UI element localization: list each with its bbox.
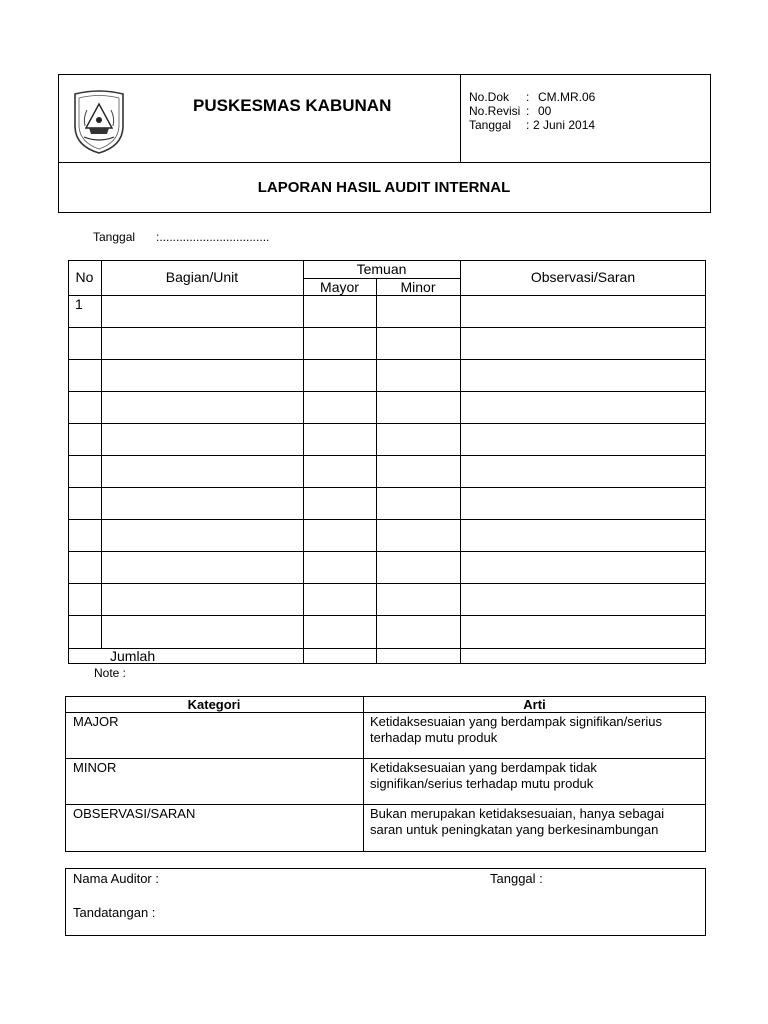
findings-row-line [68,391,706,392]
findings-col-divider [303,260,304,664]
col-no-header: No [75,269,94,285]
findings-row-line [68,648,706,649]
findings-row-line [68,487,706,488]
header-date-value: 2 Juni 2014 [533,118,596,132]
category-minor: MINOR [73,760,117,775]
revision-label: No.Revisi [469,104,521,118]
findings-row-line [68,359,706,360]
findings-row-line [68,551,706,552]
category-major: MAJOR [73,714,119,729]
report-date-label: Tanggal [93,230,136,244]
findings-row-line [68,295,706,296]
category-major-arti-line2: terhadap mutu produk [370,730,498,745]
report-date-value: :................................. [156,230,270,244]
auditor-name-label: Nama Auditor : [73,871,159,886]
findings-row-line [68,455,706,456]
findings-col-divider [376,278,377,664]
category-row-line [65,804,706,805]
category-major-arti-line1: Ketidaksesuaian yang berdampak signifikan/serius [370,714,662,729]
doc-no-value: CM.MR.06 [538,90,596,104]
findings-table [68,260,706,664]
findings-col-divider [460,260,461,664]
signature-box [65,868,706,936]
col-unit-header: Bagian/Unit [165,269,239,285]
category-minor-arti-line2: signifikan/serius terhadap mutu produk [370,776,594,791]
category-observasi-arti-line1: Bukan merupakan ketidaksesuaian, hanya sebagai [370,806,665,821]
revision-colon: : [526,104,530,118]
findings-row-line [68,519,706,520]
header-date-colon: : [526,118,530,132]
revision-value: 00 [538,104,552,118]
findings-row-line [68,327,706,328]
category-col-divider [363,696,364,852]
findings-row-line [68,615,706,616]
doc-no-label: No.Dok [469,90,510,104]
col-minor-header: Minor [400,279,436,295]
category-minor-arti-line1: Ketidaksesuaian yang berdampak tidak [370,760,597,775]
doc-no-colon: : [526,90,530,104]
findings-row-line [68,423,706,424]
first-row-number: 1 [75,296,83,312]
col-observasi-header: Observasi/Saran [530,269,636,285]
findings-row-line [68,583,706,584]
org-name: PUSKESMAS KABUNAN [193,96,392,115]
category-observasi-arti-line2: saran untuk peningkatan yang berkesinambungan [370,822,659,837]
category-observasi: OBSERVASI/SARAN [73,806,196,821]
col-mayor-header: Mayor [320,279,359,295]
header-vertical-divider [460,74,461,162]
document-title: LAPORAN HASIL AUDIT INTERNAL [257,179,511,196]
category-header-line [65,712,706,713]
col-temuan-header: Temuan [356,261,407,277]
col-arti-header: Arti [523,697,546,712]
sign-label: Tandatangan : [73,905,156,920]
header-divider [58,162,711,163]
header-date-label: Tanggal [469,118,512,132]
col-kategori-header: Kategori [187,697,241,712]
total-label: Jumlah [110,648,156,664]
signature-date-label: Tanggal : [490,871,543,886]
emblem-logo [71,90,127,156]
category-row-line [65,758,706,759]
note-label: Note : [94,666,127,680]
